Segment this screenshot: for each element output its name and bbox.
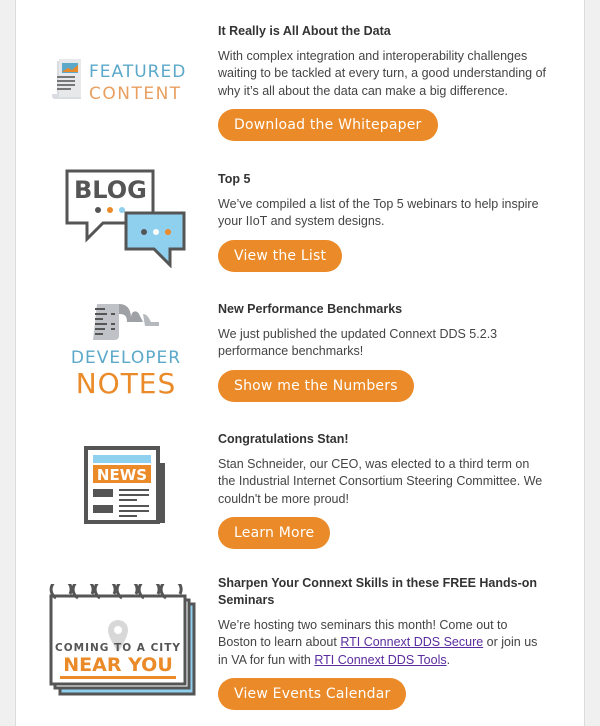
section-title: Congratulations Stan! [218,432,349,446]
section-title: New Performance Benchmarks [218,302,403,316]
news-icon [46,443,206,528]
svg-text:BLOG: BLOG [74,176,147,204]
section-body: We’ve compiled a list of the Top 5 webinars to help inspire your IIoT and system designs. [218,197,539,229]
featured-content-icon [46,45,206,115]
section-seminars [16,574,584,724]
show-numbers-button[interactable]: Show me the Numbers [218,370,414,402]
section-title: Sharpen Your Connext Skills in these FREE Hands-on Seminars [218,576,538,607]
blog-icon [46,168,206,268]
section-blog [16,168,584,278]
rti-connext-dds-secure-link[interactable]: RTI Connext DDS Secure [340,635,484,650]
view-list-button[interactable]: View the List [218,240,342,272]
developer-notes-icon [46,298,206,398]
email-card [15,0,585,726]
section-developer-notes [16,298,584,408]
learn-more-button[interactable]: Learn More [218,517,330,549]
view-events-calendar-button[interactable]: View Events Calendar [218,678,406,710]
section-featured-content [16,20,584,150]
svg-text:NOTES: NOTES [75,367,177,396]
svg-text:FEATURED: FEATURED [89,62,187,82]
svg-text:CONTENT: CONTENT [89,84,182,104]
section-body: Stan Schneider, our CEO, was elected to a third term on the Industrial Internet Consortium Steering Committee. We couldn't be more proud! [218,457,543,506]
coming-to-a-city-icon [38,582,208,697]
section-body: We’re hosting two seminars this month! Come out to Boston to learn about RTI Connext DDS Secure or join us in VA for fun with RTI Connext DDS Tools. [218,618,538,667]
download-whitepaper-button[interactable]: Download the Whitepaper [218,109,438,141]
svg-text:NEWS: NEWS [96,465,148,484]
svg-text:DEVELOPER: DEVELOPER [70,348,182,368]
section-title: It Really is All About the Data [218,24,391,38]
section-news [16,428,584,558]
rti-connext-dds-tools-link[interactable]: RTI Connext DDS Tools [314,652,447,667]
section-title: Top 5 [218,172,251,186]
section-body: We just published the updated Connext DDS 5.2.3 performance benchmarks! [218,327,498,359]
section-body: With complex integration and interoperability challenges waiting to be tackled at every turn, a good understanding of why it’s all about the data can make a big difference. [218,49,546,98]
svg-text:COMING TO A CITY: COMING TO A CITY [55,641,181,654]
svg-text:NEAR YOU: NEAR YOU [63,653,173,676]
